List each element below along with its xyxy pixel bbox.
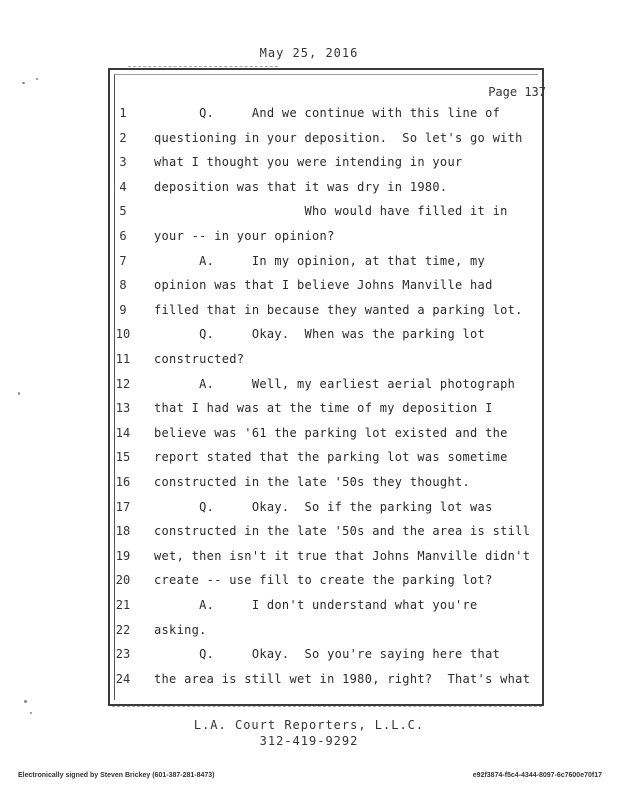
transcript-line bbox=[0, 598, 618, 618]
line-number: 6 bbox=[119, 229, 127, 243]
line-text: Q. Okay. So you're saying here that bbox=[154, 647, 501, 662]
line-number: 17 bbox=[115, 499, 131, 514]
line-number: 1 bbox=[119, 106, 127, 120]
line-text: that I had was at the time of my deposition I bbox=[154, 401, 493, 416]
line-text: A. I don't understand what you're bbox=[154, 598, 478, 612]
line-text: deposition was that it was dry in 1980. bbox=[154, 179, 448, 194]
transcript-line bbox=[0, 573, 618, 593]
header-date: May 25, 2016 bbox=[259, 46, 359, 60]
line-text: constructed in the late '50s they thought. bbox=[154, 475, 471, 489]
scan-speck bbox=[36, 78, 38, 80]
transcript-line bbox=[0, 623, 618, 643]
transcript-line bbox=[0, 401, 618, 421]
scan-mark-bottom bbox=[112, 706, 542, 707]
transcript-line bbox=[0, 500, 618, 520]
line-number: 18 bbox=[115, 524, 131, 539]
transcript-line bbox=[0, 647, 618, 667]
line-number: 3 bbox=[119, 155, 127, 170]
line-text: A. In my opinion, at that time, my bbox=[154, 253, 486, 268]
line-number: 5 bbox=[119, 204, 127, 219]
transcript-line bbox=[0, 106, 618, 126]
line-text: opinion was that I believe Johns Manville had bbox=[154, 278, 493, 293]
line-text: Who would have filled it in bbox=[154, 204, 508, 219]
line-number: 20 bbox=[115, 573, 131, 588]
scan-speck bbox=[18, 392, 20, 395]
line-text: Q. Okay. So if the parking lot was bbox=[154, 499, 493, 514]
transcript-line bbox=[0, 278, 618, 298]
line-number: 8 bbox=[119, 278, 127, 293]
line-number: 11 bbox=[115, 352, 131, 366]
line-text: questioning in your deposition. So let's go with bbox=[154, 130, 523, 145]
line-number: 22 bbox=[115, 622, 131, 637]
line-text: report stated that the parking lot was sometime bbox=[154, 450, 508, 465]
transcript-line bbox=[0, 180, 618, 200]
line-text: Q. Okay. When was the parking lot bbox=[154, 327, 486, 342]
line-text: Q. And we continue with this line of bbox=[154, 106, 501, 120]
document-id: e92f3874-f5c4-4344-8097-6c7600e70f17 bbox=[472, 772, 602, 779]
transcript-line bbox=[0, 352, 618, 372]
transcript-line bbox=[0, 672, 618, 692]
scan-speck bbox=[24, 700, 27, 703]
line-text: your -- in your opinion? bbox=[154, 229, 335, 243]
transcript-line bbox=[0, 229, 618, 249]
line-text: what I thought you were intending in your bbox=[154, 155, 463, 170]
line-text: asking. bbox=[154, 622, 207, 637]
transcript-line bbox=[0, 303, 618, 323]
line-text: wet, then isn't it true that Johns Manville didn't bbox=[154, 548, 531, 563]
scan-speck bbox=[22, 82, 25, 84]
line-number: 15 bbox=[115, 450, 131, 465]
line-number: 12 bbox=[115, 376, 131, 391]
line-number: 7 bbox=[119, 253, 127, 268]
court-reporter-name: L.A. Court Reporters, L.L.C. bbox=[193, 718, 425, 732]
line-number: 9 bbox=[119, 302, 127, 317]
page-number-label: Page 137 bbox=[488, 85, 546, 99]
line-number: 23 bbox=[115, 647, 131, 662]
line-number: 21 bbox=[115, 598, 131, 612]
transcript-line bbox=[0, 254, 618, 274]
line-number: 24 bbox=[115, 671, 131, 686]
line-number: 14 bbox=[115, 425, 131, 440]
line-text: the area is still wet in 1980, right? That's what bbox=[154, 671, 531, 686]
line-text: constructed? bbox=[154, 352, 245, 366]
electronic-signature-text: Electronically signed by Steven Brickey (601-387-281-8473) bbox=[18, 772, 215, 779]
transcript-line bbox=[0, 155, 618, 175]
line-text: create -- use fill to create the parking lot? bbox=[154, 573, 493, 588]
transcript-line bbox=[0, 450, 618, 470]
line-text: constructed in the late '50s and the area is still bbox=[154, 524, 531, 539]
transcript-line bbox=[0, 377, 618, 397]
line-number: 16 bbox=[115, 475, 131, 489]
line-text: believe was '61 the parking lot existed and the bbox=[154, 425, 508, 440]
line-number: 4 bbox=[119, 179, 127, 194]
transcript-line bbox=[0, 549, 618, 569]
transcript-line bbox=[0, 204, 618, 224]
line-number: 2 bbox=[119, 130, 127, 145]
line-text: filled that in because they wanted a parking lot. bbox=[154, 302, 523, 317]
line-number: 13 bbox=[115, 401, 131, 416]
line-text: A. Well, my earliest aerial photograph bbox=[154, 376, 516, 391]
transcript-line bbox=[0, 327, 618, 347]
scan-speck bbox=[30, 712, 32, 714]
transcript-line bbox=[0, 131, 618, 151]
line-number: 19 bbox=[115, 548, 131, 563]
transcript-line bbox=[0, 524, 618, 544]
scan-mark-top bbox=[128, 66, 278, 67]
transcript-line bbox=[0, 475, 618, 495]
court-reporter-phone: 312-419-9292 bbox=[259, 734, 359, 748]
transcript-line bbox=[0, 426, 618, 446]
line-number: 10 bbox=[115, 327, 131, 342]
